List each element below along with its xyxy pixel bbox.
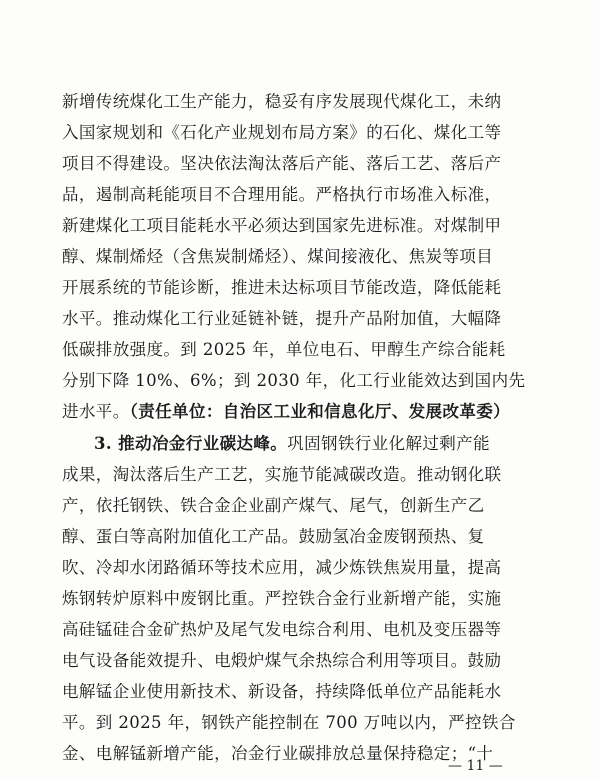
text-line: 低碳排放强度。到 2025 年，单位电石、甲醇生产综合能耗: [62, 340, 506, 359]
text-line: 入国家规划和《石化产业规划布局方案》的石化、煤化工等: [62, 123, 502, 142]
text-line: 电气设备能效提升、电煅炉煤气余热综合利用等项目。鼓励: [62, 651, 502, 670]
text-line: 产，依托钢铁、铁合金企业副产煤气、尾气，创新生产乙: [62, 496, 485, 515]
text-line: 品，遏制高耗能项目不合理用能。严格执行市场准入标准，: [62, 185, 502, 204]
responsibility-note: （责任单位：自治区工业和信息化厅、发展改革委）: [129, 402, 511, 421]
text-line: 吹、冷却水闭路循环等技术应用，减少炼铁焦炭用量，提高: [62, 558, 502, 577]
text-line: 新增传统煤化工生产能力，稳妥有序发展现代煤化工，未纳: [62, 92, 502, 111]
text-line: 醇、煤制烯烃（含焦炭制烯烃）、煤间接液化、焦炭等项目: [62, 247, 494, 266]
text-line: 分别下降 10%、6%；到 2030 年，化工行业能效达到国内先: [62, 371, 526, 390]
text-line: 醇、蛋白等高附加值化工产品。鼓励氢冶金废钢预热、复: [62, 527, 485, 546]
text-line: 项目不得建设。坚决依法淘汰落后产能、落后工艺、落后产: [62, 154, 502, 173]
text-line: 炼钢转炉原料中废钢比重。严控铁合金行业新增产能，实施: [62, 589, 502, 608]
text-line: 高硅锰硅合金矿热炉及尾气发电综合利用、电机及变压器等: [62, 620, 502, 639]
text-line: 平。到 2025 年，钢铁产能控制在 700 万吨以内，严控铁合: [62, 713, 516, 732]
text-line: 电解锰企业使用新技术、新设备，持续降低单位产品能耗水: [62, 682, 502, 701]
section-3-first-line-rest: 巩固钢铁行业化解过剩产能: [287, 434, 490, 453]
section-3-first-line: [94, 434, 490, 454]
text-line: 金、电解锰新增产能，冶金行业碳排放总量保持稳定；“十: [62, 744, 494, 763]
page-number: — 11 —: [448, 758, 503, 774]
text-line: 新建煤化工项目能耗水平必须达到国家先进标准。对煤制甲: [62, 216, 502, 235]
text-line: 水平。推动煤化工行业延链补链，提升产品附加值，大幅降: [62, 309, 502, 328]
text-line: 开展系统的节能诊断，推进未达标项目节能改造，降低能耗: [62, 278, 502, 297]
text-line: 成果，淘汰落后生产工艺，实施节能减碳改造。推动钢化联: [62, 465, 502, 484]
text-line: [62, 402, 510, 422]
section-3-heading: 3. 推动冶金行业碳达峰。: [94, 434, 288, 453]
text-line-prefix: 进水平。: [62, 402, 130, 421]
